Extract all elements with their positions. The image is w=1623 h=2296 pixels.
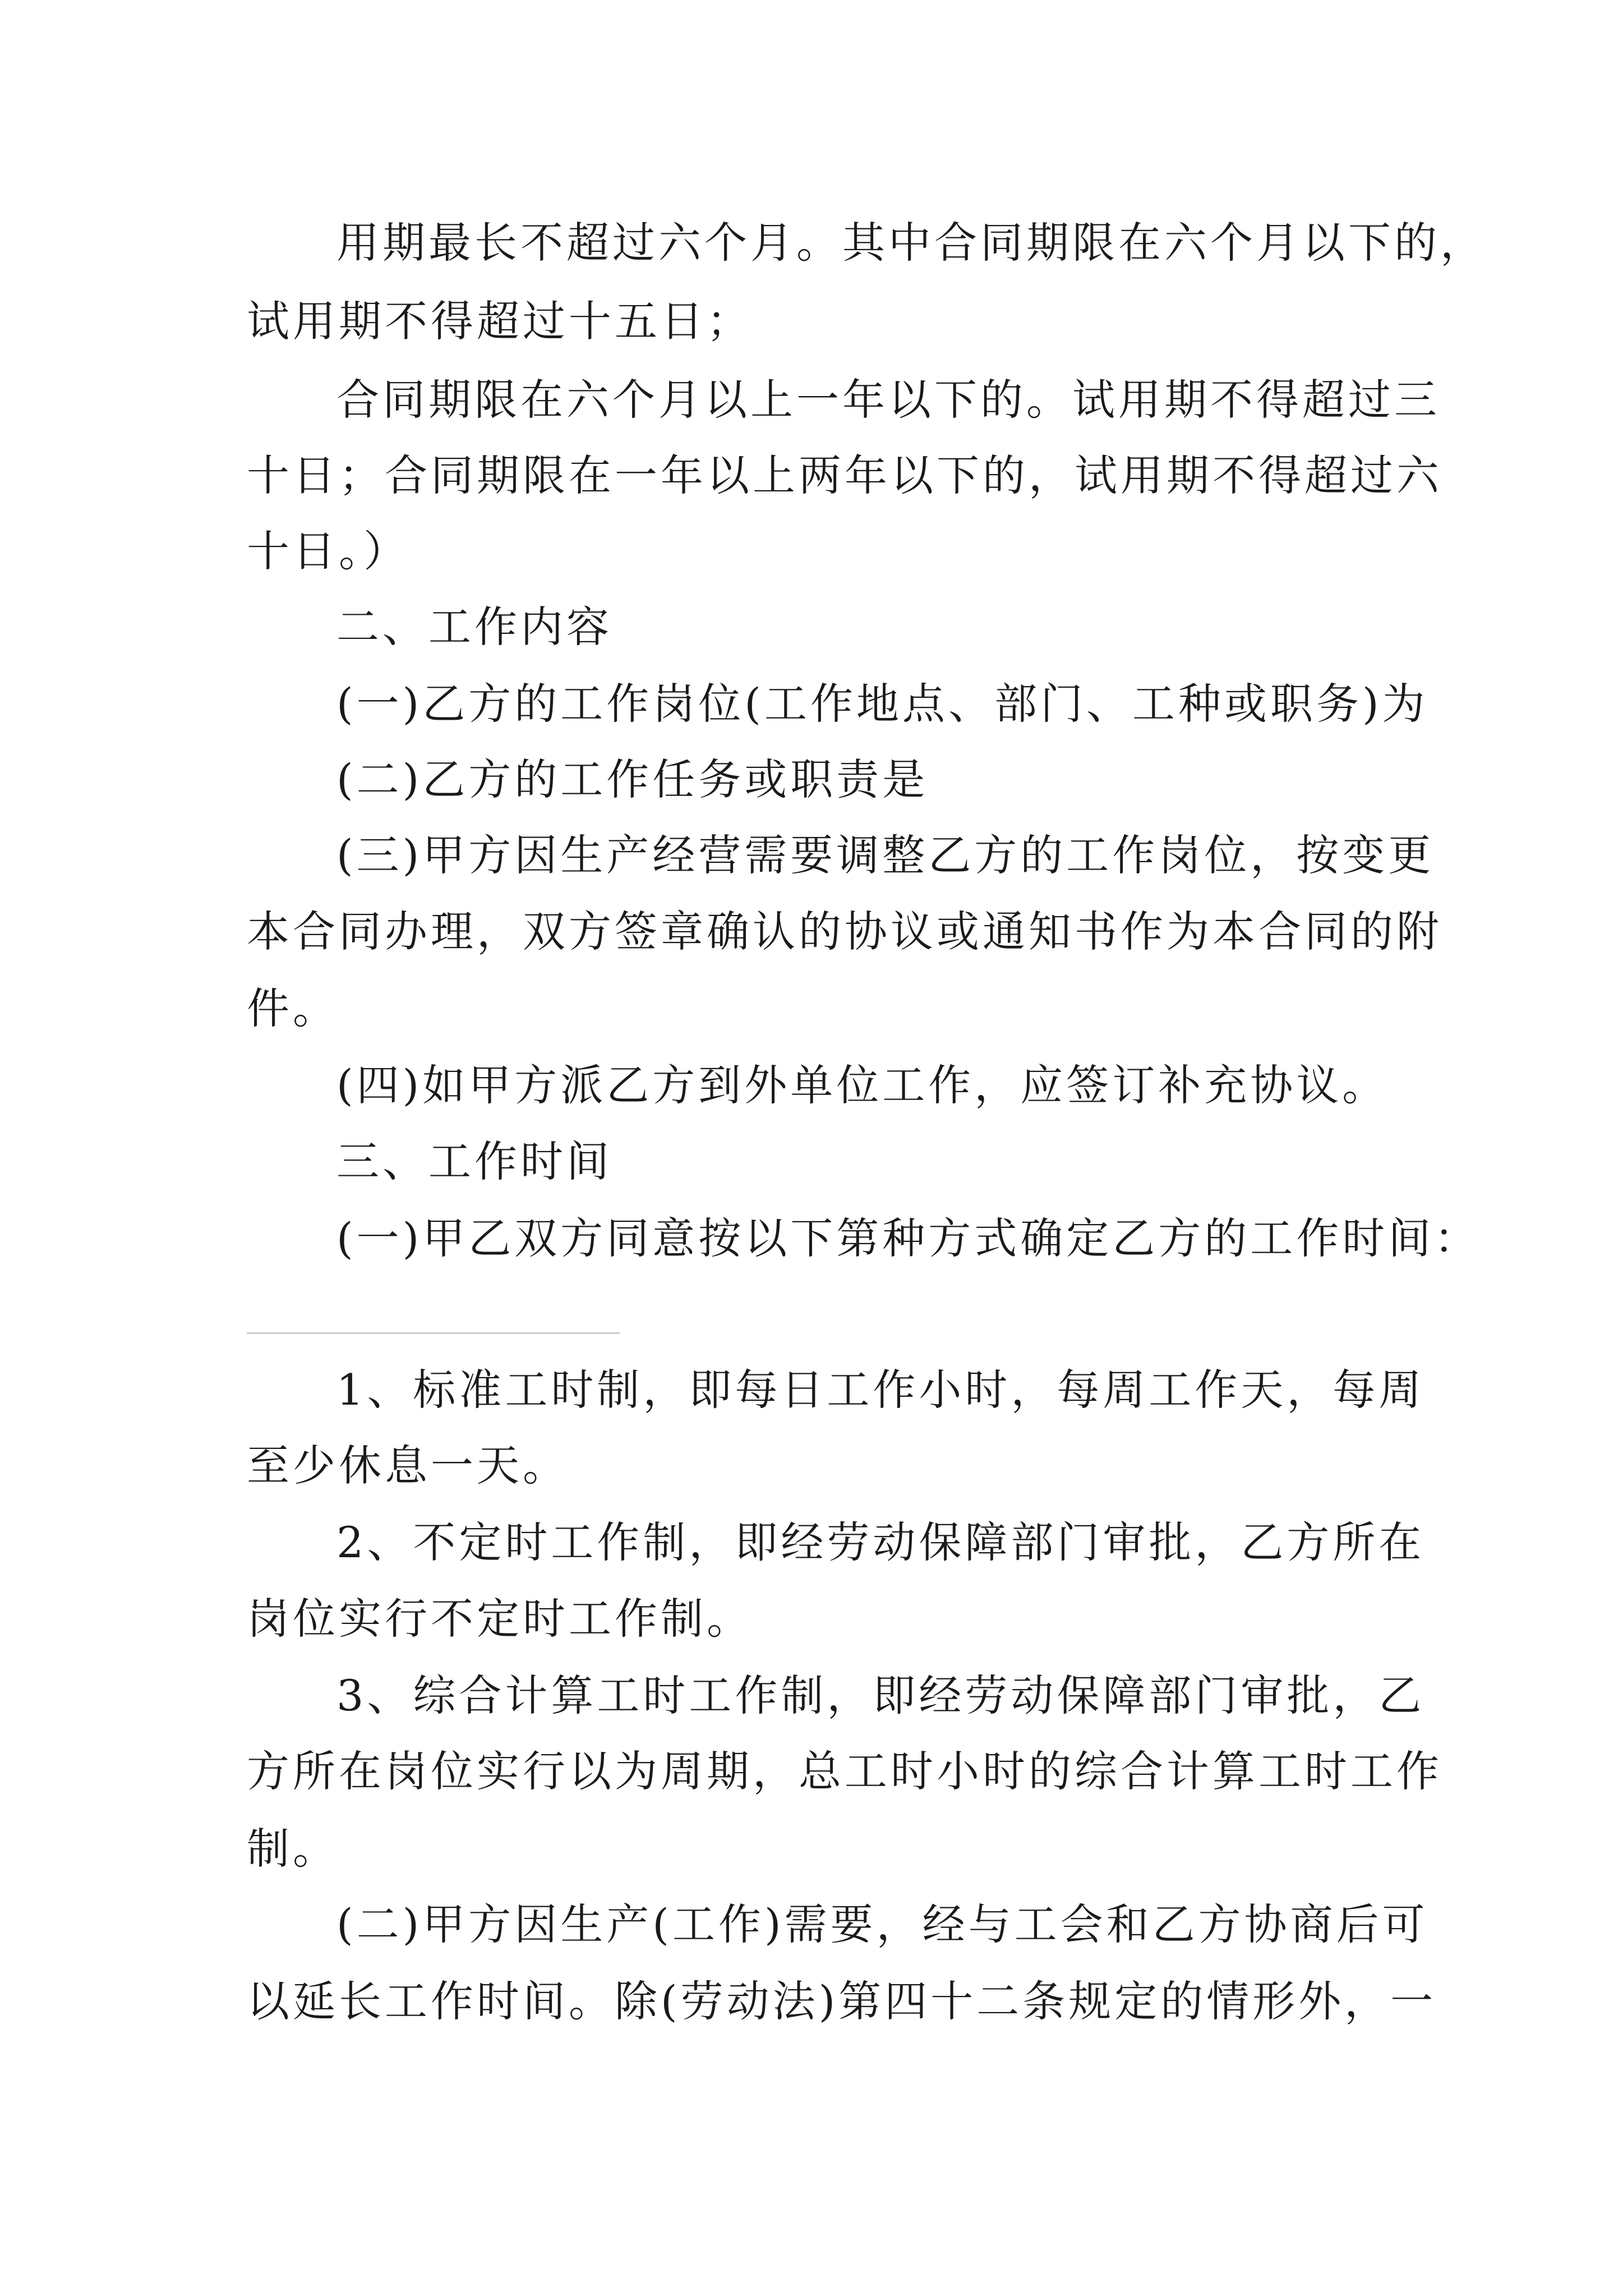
paragraph-line: 十日。） [247,526,409,576]
paragraph-line: (一)甲乙双方同意按以下第种方式确定乙方的工作时间： [336,1213,1481,1263]
paragraph-line: 本合同办理，双方签章确认的协议或通知书作为本合同的附 [247,907,1442,956]
paragraph-line: 制。 [247,1824,339,1874]
paragraph-line: 1、标准工时制，即每日工作小时，每周工作天，每周 [336,1365,1425,1415]
paragraph-line: (四)如甲方派乙方到外单位工作，应签订补充协议。 [336,1060,1389,1110]
paragraph-line: (三)甲方因生产经营需要调整乙方的工作岗位，按变更 [336,830,1435,880]
paragraph-line: 岗位实行不定时工作制。 [247,1594,753,1644]
section-heading: 二、工作内容 [336,602,612,652]
paragraph-line: 合同期限在六个月以上一年以下的。试用期不得超过三 [336,375,1440,425]
paragraph-line: 件。 [247,983,339,1033]
paragraph-line: 试用期不得超过十五日； [247,296,753,346]
paragraph-line: 3、综合计算工时工作制，即经劳动保障部门审批，乙 [336,1671,1425,1720]
paragraph-line: (二)乙方的工作任务或职责是 [336,754,929,804]
paragraph-line: 至少休息一天。 [247,1441,569,1490]
paragraph-line: 十日；合同期限在一年以上两年以下的，试用期不得超过六 [247,450,1442,500]
section-heading: 三、工作时间 [336,1137,612,1186]
paragraph-line: 用期最长不超过六个月。其中合同期限在六个月以下的， [336,218,1486,268]
paragraph-line: 以延长工作时间。除(劳动法)第四十二条规定的情形外，一 [247,1976,1437,2026]
paragraph-line: 2、不定时工作制，即经劳动保障部门审批，乙方所在 [336,1517,1425,1567]
page-break-divider [247,1332,620,1334]
paragraph-line: 方所在岗位实行以为周期，总工时小时的综合计算工时工作 [247,1746,1442,1796]
paragraph-line: (二)甲方因生产(工作)需要，经与工会和乙方协商后可 [336,1899,1428,1949]
paragraph-line: (一)乙方的工作岗位(工作地点、部门、工种或职务)为 [336,679,1428,729]
